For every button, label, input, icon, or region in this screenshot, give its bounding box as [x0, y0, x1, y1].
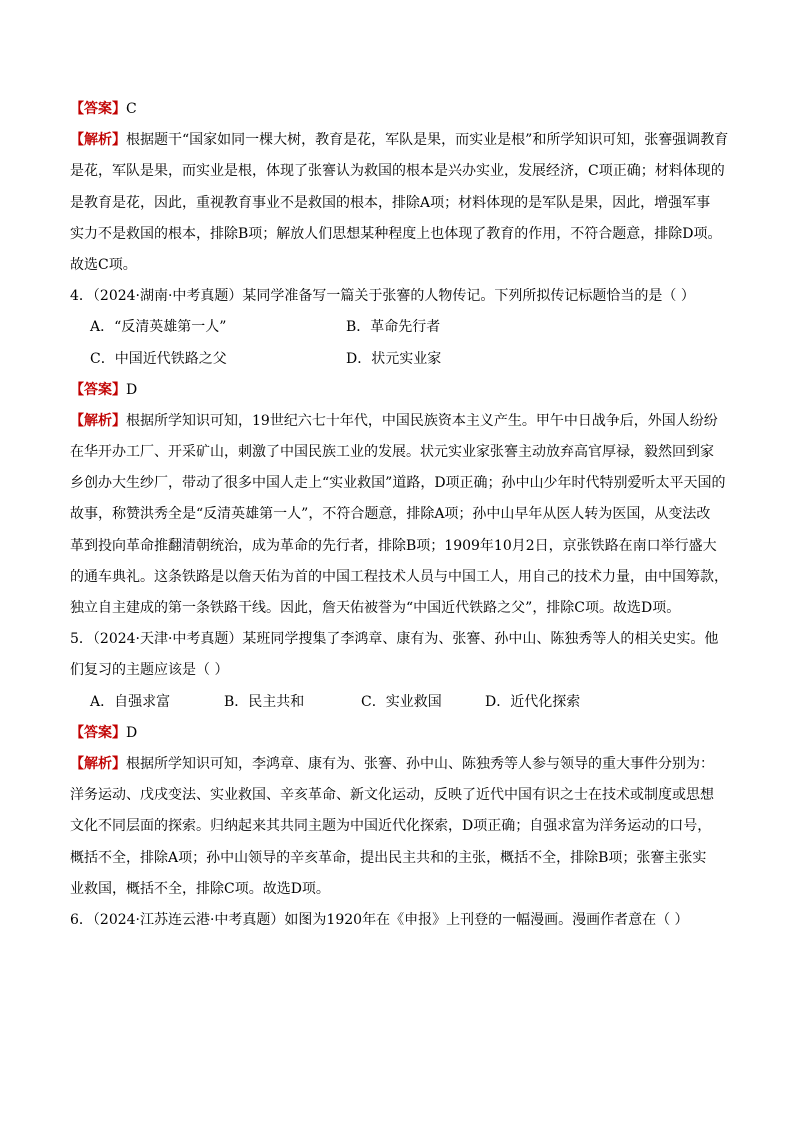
- q3-analysis-line: 实力不是救国的根本，排除B项；解放人们思想某种程度上也体现了教育的作用，不符合题意，排除D项。: [70, 225, 722, 242]
- q4-option-d: D．状元实业家: [346, 350, 442, 367]
- answer-tag: 【答案】: [70, 381, 126, 398]
- q4-option-a: A．“反清英雄第一人”: [90, 319, 227, 336]
- q5-option-a: A．自强求富: [90, 693, 171, 710]
- q5-stem: 们复习的主题应该是（ ）: [70, 662, 229, 679]
- q3-analysis-line: 是教育是花，因此，重视教育事业不是救国的根本，排除A项；材料体现的是军队是果，因此，增强军事: [70, 194, 711, 211]
- q4-options-row: [70, 344, 730, 375]
- analysis-tag: 【解析】: [70, 412, 126, 429]
- q5-analysis-line: 业救国，概括不全，排除C项。故选D项。: [70, 880, 330, 897]
- q4-analysis-line: [70, 406, 730, 437]
- q5-analysis-line: 概括不全，排除A项；孙中山领导的辛亥革命，提出民主共和的主张，概括不全，排除B项；张謇主张实: [70, 849, 707, 866]
- q4-analysis-line: 的通车典礼。这条铁路是以詹天佑为首的中国工程技术人员与中国工人，用自己的技术力量，由中国筹款，: [70, 568, 728, 585]
- q3-analysis-line: 故选C项。: [70, 256, 137, 273]
- q5-answer-line: [70, 718, 730, 749]
- q5-answer-value: D: [126, 724, 138, 741]
- q4-analysis-line: 革到投向革命推翻清朝统治，成为革命的先行者，排除B项；1909年10月2日，京张铁路在南口举行盛大: [70, 537, 717, 554]
- q4-answer-line: [70, 375, 730, 406]
- q3-analysis-text: 根据题干“国家如同一棵大树，教育是花，军队是果，而实业是根”和所学知识可知，张謇强调教育: [126, 132, 729, 149]
- q4-analysis-line: 在华开办工厂、开采矿山，刺激了中国民族工业的发展。状元实业家张謇主动放弃高官厚禄，毅然回到家: [70, 444, 714, 461]
- q3-answer-value: C: [126, 101, 137, 117]
- q4-option-c: C．中国近代铁路之父: [90, 350, 227, 367]
- q4-analysis-text: 根据所学知识可知，19世纪六七十年代，中国民族资本主义产生。甲午中日战争后，外国人纷纷: [126, 412, 718, 429]
- q4-analysis-line: 独立自主建成的第一条铁路干线。因此，詹天佑被誉为“中国近代铁路之父”，排除C项。故选D项。: [70, 600, 681, 616]
- answer-tag: 【答案】: [70, 724, 126, 741]
- q5-options-row: [70, 687, 730, 718]
- q5-stem: 5．（2024·天津·中考真题）某班同学搜集了李鸿章、康有为、张謇、孙中山、陈独秀等人的相关史实。他: [70, 631, 719, 648]
- q5-option-c: C．实业救国: [361, 693, 442, 710]
- q5-option-b: B．民主共和: [224, 693, 305, 710]
- document-page: [70, 94, 730, 936]
- q5-analysis-line: 洋务运动、戊戌变法、实业救国、辛亥革命、新文化运动，反映了近代中国有识之士在技术或制度或思想: [70, 787, 714, 804]
- q3-analysis-line: [70, 125, 730, 156]
- q3-analysis-line: 是花，军队是果，而实业是根，体现了张謇认为救国的根本是兴办实业，发展经济，C项正确；材料体现的: [70, 163, 725, 180]
- answer-tag: 【答案】: [70, 101, 126, 117]
- analysis-tag: 【解析】: [70, 132, 126, 149]
- analysis-tag: 【解析】: [70, 755, 126, 772]
- q4-option-b: B．革命先行者: [346, 319, 441, 336]
- q4-analysis-line: 乡创办大生纱厂，带动了很多中国人走上“实业救国”道路，D项正确；孙中山少年时代特别爱听太平天国的: [70, 475, 726, 492]
- q5-analysis-text: 根据所学知识可知，李鸿章、康有为、张謇、孙中山、陈独秀等人参与领导的重大事件分别为：: [126, 755, 714, 772]
- q4-options-row: [70, 312, 730, 343]
- q5-analysis-line: [70, 749, 730, 780]
- q5-option-d: D．近代化探索: [485, 693, 581, 710]
- q4-stem: 4．（2024·湖南·中考真题）某同学准备写一篇关于张謇的人物传记。下列所拟传记标题恰当的是（ ）: [70, 288, 695, 305]
- q5-analysis-line: 文化不同层面的探索。归纳起来其共同主题为中国近代化探索，D项正确；自强求富为洋务运动的口号，: [70, 818, 712, 835]
- q6-stem: 6．（2024·江苏连云港·中考真题）如图为1920年在《申报》上刊登的一幅漫画。漫画作者意在（ ）: [70, 911, 689, 928]
- q4-answer-value: D: [126, 381, 138, 398]
- q3-answer-line: [70, 94, 730, 125]
- q4-analysis-line: 故事，称赞洪秀全是“反清英雄第一人”，不符合题意，排除A项；孙中山早年从医人转为医国，从变法改: [70, 506, 711, 523]
